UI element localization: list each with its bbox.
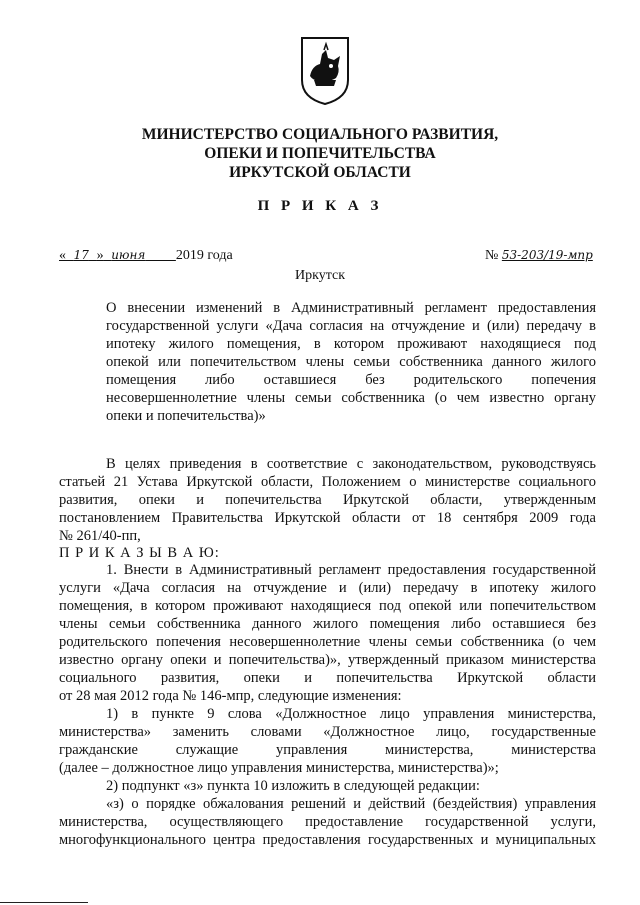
subject-line: помещения либо оставшиеся без родительского попечения (106, 372, 596, 388)
date-close-quote: » (96, 248, 104, 263)
body-line: статьей 21 Устава Иркутской области, Положением о министерстве социального (59, 474, 596, 490)
body-line: 1. Внести в Административный регламент предоставления государственной (106, 562, 596, 578)
body-line: министерства» заменить словами «Должностное лицо, государственные (59, 724, 596, 740)
document-city: Иркутск (294, 268, 346, 283)
body-line: родительского попечения несовершеннолетние члены семьи собственника (о чем (59, 634, 596, 650)
body-line: известно органу опеки и попечительства)», утвержденный приказом министерства (59, 652, 596, 668)
ministry-name-line-2: ОПЕКИ И ПОПЕЧИТЕЛЬСТВА (204, 145, 436, 162)
body-line: № 261/40-пп, (59, 528, 141, 544)
body-line: услуги «Дача согласия на отчуждение и (или) передачу в ипотеку жилого (59, 580, 596, 596)
body-line: 2) подпункт «з» пункта 10 изложить в следующей редакции: (106, 778, 480, 794)
body-line: члены семьи собственника данного жилого помещения либо оставшиеся без (59, 616, 596, 632)
ministry-name-line-3: ИРКУТСКОЙ ОБЛАСТИ (229, 164, 411, 181)
document-type-title: П Р И К А З (257, 198, 383, 214)
order-heading: П Р И К А З Ы В А Ю: (59, 545, 220, 561)
subject-line: несовершеннолетние члены семьи собственника (о чем известно органу (106, 390, 596, 406)
date-open-quote: « (59, 248, 66, 263)
document-number (485, 248, 593, 264)
ministry-name-line-1: МИНИСТЕРСТВО СОЦИАЛЬНОГО РАЗВИТИЯ, (141, 126, 499, 143)
subject-line: ипотеку жилого помещения, в котором проживают находящиеся под (106, 336, 596, 352)
body-line: 1) в пункте 9 слова «Должностное лицо управления министерства, (106, 706, 596, 722)
body-line: многофункционального центра предоставления государственных и муниципальных (59, 832, 596, 848)
subject-line: государственной услуги «Дача согласия на отчуждение и (или) передачу в (106, 318, 596, 334)
number-label: № (485, 248, 499, 263)
document-date (59, 248, 233, 264)
subject-line: О внесении изменений в Административный регламент предоставления (106, 300, 596, 316)
body-line: министерства, осуществляющего предоставление государственной услуги, (59, 814, 596, 830)
date-year: 2019 года (175, 248, 233, 263)
date-day-handwritten: 17 (73, 248, 89, 262)
date-month-handwritten: июня (111, 248, 146, 262)
body-line: от 28 мая 2012 года № 146-мпр, следующие изменения: (59, 688, 402, 704)
body-line: «з) о порядке обжалования решений и действий (бездействия) управления (106, 796, 596, 812)
coat-of-arms-emblem (300, 36, 350, 106)
footer-divider (0, 902, 88, 903)
body-line: постановлением Правительства Иркутской области от 18 сентября 2009 года (59, 510, 596, 526)
number-value-handwritten: 53-203/19-мпр (501, 248, 593, 262)
subject-line: опекой или попечительством члены семьи собственника данного жилого (106, 354, 596, 370)
body-line: (далее – должностное лицо управления министерства, министерства)»; (59, 760, 499, 776)
subject-line: опеки и попечительства)» (106, 408, 266, 424)
body-line: помещения, в котором проживают находящиеся под опекой или попечительством (59, 598, 596, 614)
body-line: гражданские служащие управления министерства, министерства (59, 742, 596, 758)
body-line: развития, опеки и попечительства Иркутской области, утвержденным (59, 492, 596, 508)
body-line: В целях приведения в соответствие с законодательством, руководствуясь (106, 456, 596, 472)
body-line: социального развития, опеки и попечительства Иркутской области (59, 670, 596, 686)
